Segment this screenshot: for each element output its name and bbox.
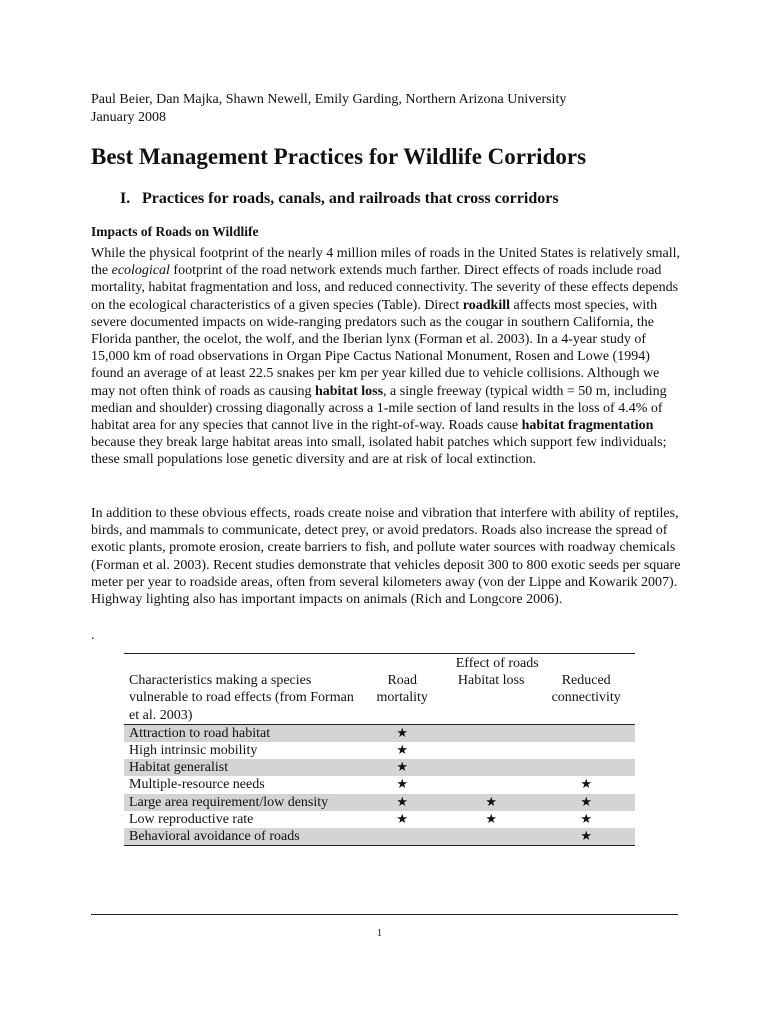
star-icon [445,724,537,742]
section-number: I. [120,190,131,207]
footer-divider [91,914,678,915]
star-icon: ★ [580,811,593,827]
star-icon: ★ [537,794,635,811]
row-label: Habitat generalist [124,759,359,776]
star-icon: ★ [396,811,409,827]
paragraph-1-text: footprint of the road network extends much farther. Direct effects of roads include road mortality, habitat fragmentation and loss, and reduced connectivity. The severity of these effects depends on the ecological characteristics of a given species (Table). Direct [91,263,679,313]
paragraph-1-text: because they break large habitat areas into small, isolated habit patches which support few individuals; these small populations lose genetic diversity and are at risk of local extinction. [91,435,667,468]
star-icon: ★ [537,828,635,846]
author-block [91,91,566,127]
table-row [124,794,635,811]
characteristics-header: Characteristics making a species vulnerable to road effects (from Forman et al. 2003) [129,673,354,723]
authors-line: Paul Beier, Dan Majka, Shawn Newell, Emily Garding, Northern Arizona University [91,92,567,107]
paragraph-1-text: , a single freeway (typical width = 50 m, including median and shoulder) crossing diagonally across a 1-mile section of land results in the loss of 4.4% of habitat area for any species that cannot live in the right-of-way. Roads cause [91,383,667,434]
bold-habitat-loss: habitat loss [314,383,384,399]
star-icon [445,776,537,793]
star-icon [445,828,537,846]
table-row [124,724,635,742]
paragraph-1-text: While the physical footprint of the nearly 4 million miles of roads in the United States is relatively small, the [91,246,681,279]
star-icon: ★ [359,794,445,811]
star-icon [445,759,537,776]
row-label: Behavioral avoidance of roads [124,828,359,846]
table-row [124,759,635,776]
star-icon [537,759,635,776]
subheading: Impacts of Roads on Wildlife [91,224,259,239]
table-header-row [124,672,635,724]
row-label: Multiple-resource needs [129,777,265,793]
star-icon: ★ [445,794,537,811]
paragraph-2: In addition to these obvious effects, roads create noise and vibration that interfere with ability of reptiles, birds, and mammals to communicate, detect prey, or avoid predators. Roads also increase the spread of exotic plants, promote erosion, create barriers to fish, and pollute water sources with roadway chemicals (Forman et al. 2003). Recent studies demonstrate that vehicles deposit 300 to 800 exotic seeds per square meter per year to roadside areas, often from several kilometers away (von der Lippe and Kowarik 2007). Highway lighting also has important impacts on animals (Rich and Longcore 2006). [91,506,681,608]
stray-mark: . [91,628,95,643]
reduced-connectivity-header: Reduced connectivity [551,673,621,706]
table-row [124,828,635,846]
page-number: 1 [377,928,382,939]
star-icon: ★ [359,759,445,776]
row-label: Large area requirement/low density [124,794,359,811]
habitat-loss-header: Habitat loss [457,673,525,689]
document-title: Best Management Practices for Wildlife Corridors [91,144,587,169]
emphasis-ecological: ecological [111,263,170,279]
road-effects-table [124,653,635,846]
star-icon [445,742,537,759]
section-heading [120,190,559,208]
paragraph-1 [91,245,681,469]
table-row [124,776,635,793]
row-label: Attraction to road habitat [124,724,359,742]
star-icon: ★ [485,811,497,827]
bold-roadkill: roadkill [462,297,510,313]
effect-of-roads-header: Effect of roads [359,654,635,673]
paragraph-1-text: affects most species, with severe documented impacts on wide-ranging predators such as the cougar in southern California, the Florida panther, the ocelot, the wolf, and the Iberian lynx (Forman et al. 2003). In a 4-year study of 15,000 km of road observations in Organ Pipe Cactus National Monument, Rosen and Lowe (1994) found an average of at least 22.5 snakes per km per year killed due to vehicle collisions. Although we may not often think of roads as causing [91,297,660,399]
table-header-row [124,654,635,673]
row-label: Low reproductive rate [129,811,254,827]
row-label: High intrinsic mobility [129,743,258,759]
bold-habitat-fragmentation: habitat fragmentation [521,418,654,434]
table-row [124,811,635,828]
star-icon: ★ [359,724,445,742]
star-icon: ★ [396,777,409,793]
star-icon [537,724,635,742]
star-icon: ★ [396,743,409,759]
star-icon: ★ [580,777,593,793]
date-line: January 2008 [91,110,167,125]
section-title: Practices for roads, canals, and railroads that cross corridors [142,190,559,207]
star-icon [359,828,445,846]
road-mortality-header: Road mortality [376,673,428,706]
star-icon [537,742,635,759]
table-row [124,742,635,759]
